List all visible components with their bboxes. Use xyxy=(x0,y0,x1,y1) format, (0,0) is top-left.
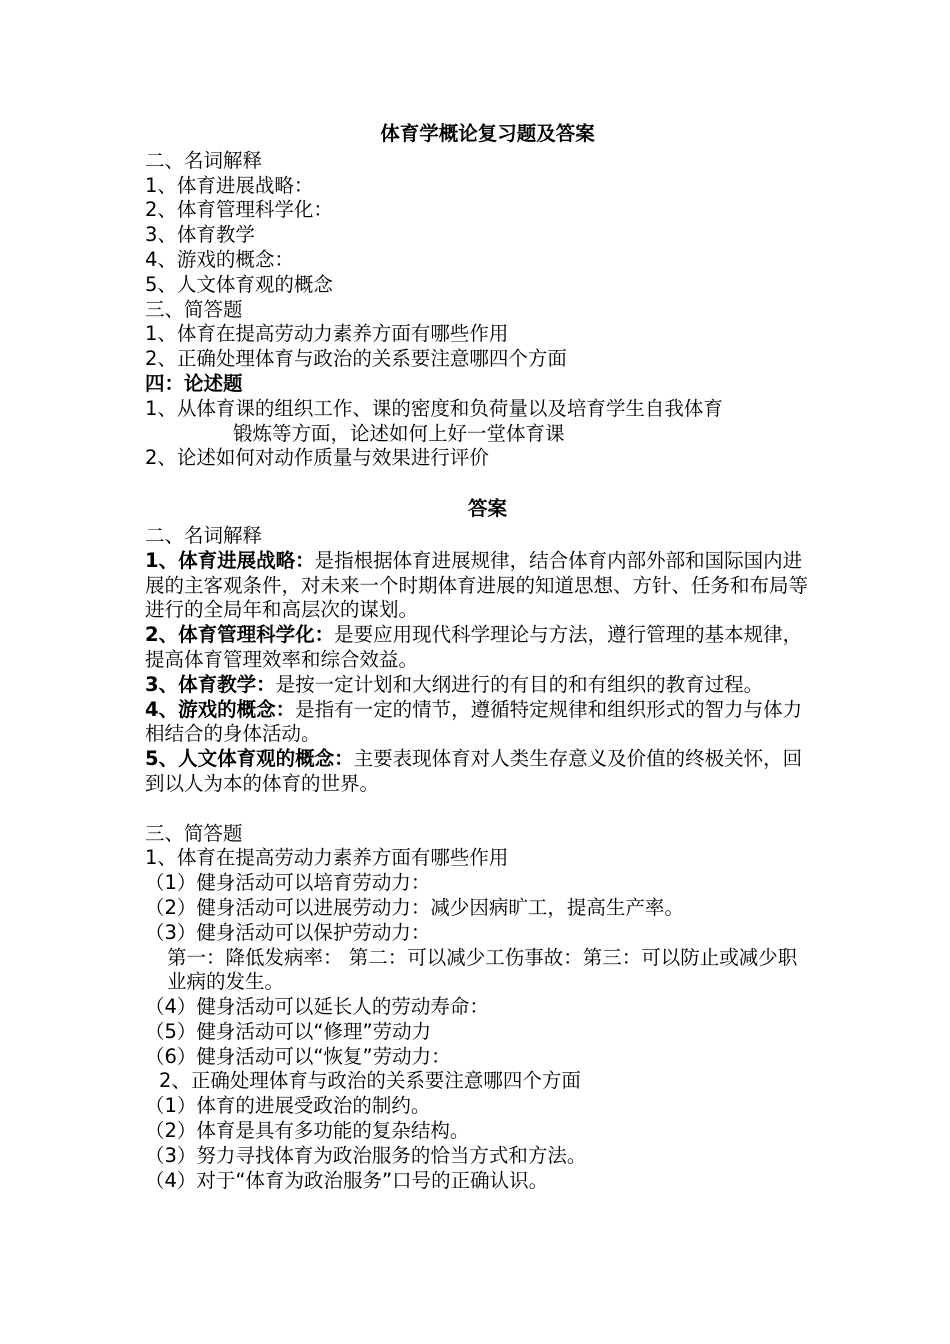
answer-short-1-item-3-detail-text: 第一：降低发病率： 第二：可以减少工伤事故：第三：可以防止或减少职业病的发生。 xyxy=(167,945,798,994)
question-short-2: 2、正确处理体育与政治的关系要注意哪四个方面 xyxy=(145,347,567,371)
answer-short-1-item-1: （1）健身活动可以培育劳动力： xyxy=(145,871,431,895)
answer-def-3 xyxy=(145,673,810,698)
answer-short-1-item-3-detail xyxy=(145,946,810,996)
answer-def-term: 4、游戏的概念： xyxy=(145,697,296,721)
answer-short-2-item-1: （1）体育的进展受政治的制约。 xyxy=(145,1094,431,1118)
answer-def-4 xyxy=(145,698,810,748)
answer-def-term: 3、体育教学： xyxy=(145,672,276,696)
question-essay-2: 2、论述如何对动作质量与效果进行评价 xyxy=(145,446,489,470)
answer-def-2 xyxy=(145,623,810,673)
question-term-1: 1、体育进展战略： xyxy=(145,173,314,197)
blank-line xyxy=(145,797,810,822)
question-essay-1-line-1: 1、从体育课的组织工作、课的密度和负荷量以及培育学生自我体育 xyxy=(145,396,723,420)
answer-def-text: 是指根据体育进展规律，结合体育内部外部和国际国内进展的主客观条件，对未来一个时期体育进展的知道思想、方针、任务和布局等进行的全局年和高层次的谋划。 xyxy=(145,548,809,622)
answer-def-term: 5、人文体育观的概念： xyxy=(145,747,354,771)
answer-short-1-item-3: （3）健身活动可以保护劳动力： xyxy=(145,920,431,944)
question-term-4: 4、游戏的概念： xyxy=(145,247,294,271)
question-term-5: 5、人文体育观的概念 xyxy=(145,272,333,296)
answer-def-text: 主要表现体育对人类生存意义及价值的终极关怀，回到以人为本的体育的世界。 xyxy=(145,747,803,795)
answer-def-text: 是按一定计划和大纲进行的有目的和有组织的教育过程。 xyxy=(275,672,764,696)
answer-short-1-item-5: （5）健身活动可以“修理”劳动力 xyxy=(145,1019,432,1043)
question-term-2: 2、体育管理科学化： xyxy=(145,198,333,222)
answers-title: 答案 xyxy=(467,497,507,521)
answer-short-2-item-4: （4）对于“体育为政治服务”口号的正确认识。 xyxy=(145,1168,549,1192)
answer-short-2-title: 2、正确处理体育与政治的关系要注意哪四个方面 xyxy=(159,1069,581,1093)
answer-def-text: 是指有一定的情节，遵循特定规律和组织形式的智力与体力相结合的身体活动。 xyxy=(145,697,803,746)
section-terms-heading: 二、名词解释 xyxy=(145,148,263,172)
section-essay-heading: 四：论述题 xyxy=(145,371,243,395)
answer-short-1-item-2: （2）健身活动可以进展劳动力：减少因病旷工，提高生产率。 xyxy=(145,895,684,919)
answer-short-1-item-4: （4）健身活动可以延长人的劳动寿命： xyxy=(145,995,489,1019)
answers-short-heading: 三、简答题 xyxy=(145,821,243,845)
answer-short-1-item-6: （6）健身活动可以“恢复”劳动力： xyxy=(145,1044,451,1068)
section-short-heading: 三、简答题 xyxy=(145,297,243,321)
answer-def-1 xyxy=(145,549,810,623)
answer-def-term: 2、体育管理科学化： xyxy=(145,623,335,647)
answer-def-term: 1、体育进展战略： xyxy=(145,548,315,572)
document-page xyxy=(145,122,810,1193)
page-title: 体育学概论复习题及答案 xyxy=(380,122,595,145)
answers-terms-heading: 二、名词解释 xyxy=(145,523,263,547)
question-essay-1-line-2: 锻炼等方面，论述如何上好一堂体育课 xyxy=(233,421,565,445)
answer-short-1-title: 1、体育在提高劳动力素养方面有哪些作用 xyxy=(145,846,509,870)
answer-short-2-item-2: （2）体育是具有多功能的复杂结构。 xyxy=(145,1119,470,1143)
answer-def-text: 是要应用现代科学理论与方法，遵行管理的基本规律，提高体育管理效率和综合效益。 xyxy=(145,623,803,671)
question-short-1: 1、体育在提高劳动力素养方面有哪些作用 xyxy=(145,322,509,346)
answer-short-2-item-3: （3）努力寻找体育为政治服务的恰当方式和方法。 xyxy=(145,1143,587,1167)
question-term-3: 3、体育教学 xyxy=(145,223,255,247)
answer-def-5 xyxy=(145,747,810,797)
